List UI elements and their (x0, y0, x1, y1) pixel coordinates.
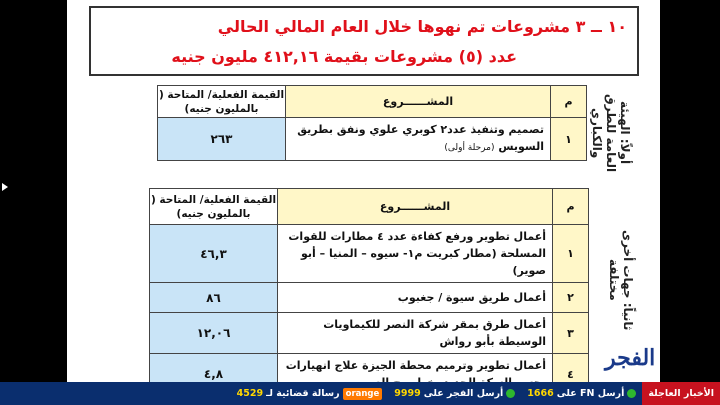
table-header-row (150, 189, 589, 225)
ticker-item-num: 9999 (394, 388, 421, 399)
orange-brand-badge: orange (343, 388, 383, 400)
table-header-row (158, 86, 587, 118)
header-value: القيمة الفعلية/ المتاحة ( بالمليون جنيه) (150, 189, 278, 225)
projects-table-2 (149, 188, 589, 395)
left-black-band (0, 0, 67, 405)
presentation-slide (67, 0, 660, 382)
ticker-item (231, 388, 389, 400)
row-num: ٤ (553, 354, 589, 395)
ticker-item (388, 388, 521, 399)
table-row (150, 313, 589, 354)
ticker-item-text: رسالة قضائية لـ (266, 388, 340, 399)
slide-title: ١٠ ــ ٣ مشروعات تم نهوها خلال العام المالي الحالي (217, 17, 627, 36)
header-num: م (551, 86, 587, 118)
bullet-icon (506, 389, 515, 398)
row-value: ١٢,٠٦ (150, 313, 278, 354)
row-project (286, 118, 551, 161)
header-value: القيمة الفعلية/ المتاحة ( بالمليون جنيه) (158, 86, 286, 118)
row-num: ١ (553, 225, 589, 283)
row-value: ٤,٨ (150, 354, 278, 395)
row-value: ٢٦٣ (158, 118, 286, 161)
row-num: ١ (551, 118, 587, 161)
ticker-item-num: 4529 (236, 388, 264, 399)
right-black-band (660, 0, 720, 382)
channel-logo: الفجر (605, 345, 656, 371)
row-project: أعمال طريق سيوة / جغبوب (278, 283, 553, 313)
mouse-cursor-icon (2, 183, 8, 191)
table-row (150, 225, 589, 283)
side-label-roads-authority: أولاً: الهيئة العامة للطرق والكباري (590, 93, 632, 173)
row-project-note: (مرحلة أولى) (444, 143, 495, 153)
side-label-other-entities: ثانياً: جهات أخرى مختلفة (607, 229, 635, 331)
projects-table-1 (157, 85, 587, 161)
row-project: أعمال تطوير وترميم محطة الجيزة علاج انهيارات (278, 354, 553, 395)
row-value: ٨٦ (150, 283, 278, 313)
table-row (158, 118, 587, 161)
row-project-text: تصميم وتنفيذ عدد٢ كوبري علوي ونفق بطريق السويس (297, 123, 544, 153)
slide-subtitle: عدد (٥) مشروعات بقيمة ٤١٢,١٦ مليون جنيه (171, 47, 517, 66)
row-value: ٤٦,٣ (150, 225, 278, 283)
row-project: أعمال تطوير ورفع كفاءة عدد ٤ مطارات للقوات المسلحة (مطار كبريت م١- سيوه – المنيا – أبو صوير) (278, 225, 553, 283)
title-box (89, 6, 639, 76)
news-ticker (0, 382, 720, 405)
header-project: المشــــــروع (278, 189, 553, 225)
ticker-item-num: 1666 (527, 388, 554, 399)
ticker-item-text: أرسل الفجر على (423, 388, 504, 399)
bullet-icon (627, 389, 636, 398)
row-num: ٢ (553, 283, 589, 313)
ticker-head: الأخبار العاجلة (642, 382, 720, 405)
header-project: المشــــــروع (286, 86, 551, 118)
row-project: أعمال طرق بمقر شركة النصر للكيماويات الوسيطة بأبو رواش (278, 313, 553, 354)
ticker-item (521, 388, 642, 399)
header-num: م (553, 189, 589, 225)
table-row (150, 283, 589, 313)
ticker-item-text: أرسل FN على (556, 388, 625, 399)
row-num: ٣ (553, 313, 589, 354)
